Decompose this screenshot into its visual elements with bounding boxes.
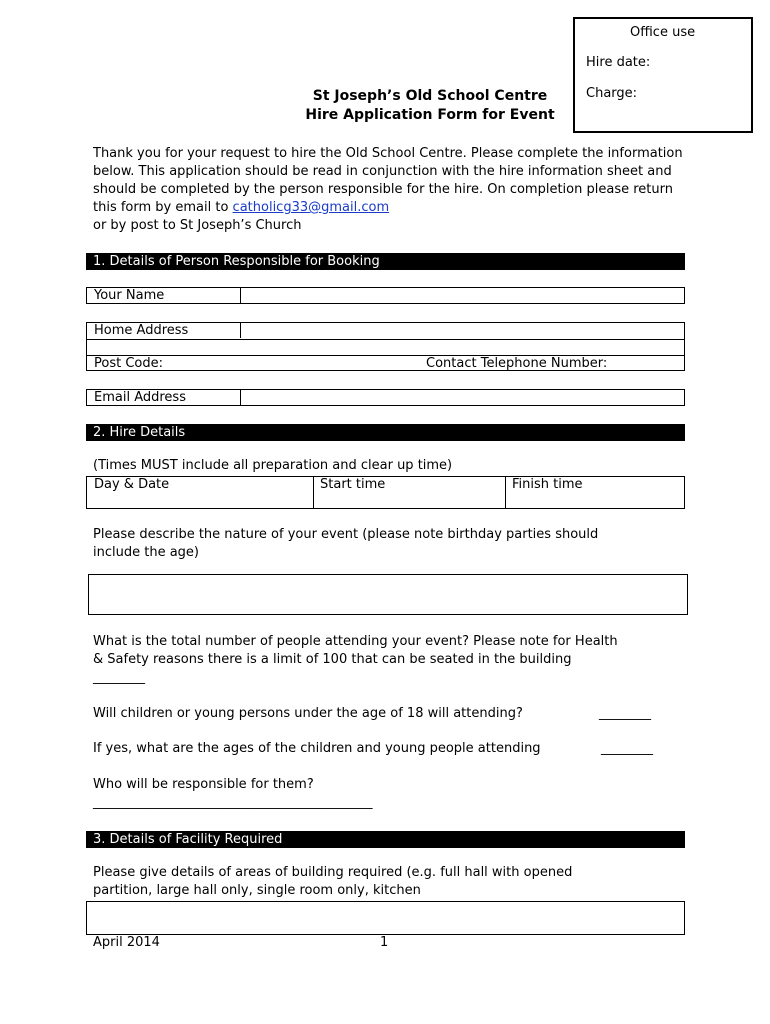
charge-label: Charge: [586, 86, 638, 101]
home-address-field[interactable] [241, 323, 684, 339]
email-address-label: Email Address [94, 390, 186, 405]
cell-divider [505, 477, 506, 508]
facility-prompt-line-2: partition, large hall only, single room only, kitchen [93, 883, 421, 898]
your-name-field[interactable] [241, 288, 684, 303]
section-3-heading: 3. Details of Facility Required [86, 831, 685, 848]
facility-details-field[interactable] [86, 901, 685, 935]
children-blank[interactable]: ________ [599, 706, 651, 721]
section-2-heading: 2. Hire Details [86, 424, 685, 441]
your-name-label: Your Name [94, 288, 165, 303]
children-prompt: Will children or young persons under the age of 18 will attending? [93, 706, 523, 721]
times-note: (Times MUST include all preparation and clear up time) [93, 458, 453, 473]
address-block [86, 322, 685, 371]
ages-blank[interactable]: ________ [601, 741, 653, 756]
responsible-prompt: Who will be responsible for them? [93, 777, 314, 792]
intro-text-end: or by post to St Joseph’s Church [93, 218, 302, 233]
page-title: St Joseph’s Old School Centre [312, 88, 548, 104]
cell-divider [313, 477, 314, 508]
office-use-heading: Office use [630, 25, 696, 40]
total-people-prompt-line-1: What is the total number of people attending your event? Please note for Health [93, 634, 618, 649]
your-name-row [86, 287, 685, 304]
ages-prompt: If yes, what are the ages of the children and young people attending [93, 741, 541, 756]
total-people-prompt-line-2: & Safety reasons there is a limit of 100 that can be seated in the building [93, 652, 572, 667]
contact-email-link[interactable]: catholicg33@gmail.com [232, 200, 390, 215]
hire-date-label: Hire date: [586, 55, 651, 70]
hire-times-table [86, 476, 685, 509]
footer-date: April 2014 [93, 935, 160, 950]
home-address-field-line-2[interactable] [87, 340, 684, 355]
home-address-label: Home Address [94, 323, 189, 338]
page-subtitle: Hire Application Form for Event [305, 107, 555, 123]
facility-prompt-line-1: Please give details of areas of building required (e.g. full hall with opened [93, 865, 573, 880]
day-date-label: Day & Date [94, 477, 170, 492]
contact-phone-label: Contact Telephone Number: [426, 356, 608, 371]
finish-time-label: Finish time [512, 477, 583, 492]
total-people-blank[interactable]: ________ [93, 670, 145, 685]
responsible-blank[interactable]: ___________________________________________ [93, 795, 373, 810]
intro-text: Thank you for your request to hire the Old School Centre. Please complete the information below. This application should be read in conjunction with the hire information sheet and should be completed by the person responsible for the hire. On completion please return this form by email to [93, 146, 683, 215]
describe-prompt-line-2: include the age) [93, 545, 199, 560]
email-address-field[interactable] [241, 390, 684, 405]
section-1-heading: 1. Details of Person Responsible for Booking [86, 253, 685, 270]
page-number: 1 [380, 935, 389, 950]
start-time-label: Start time [320, 477, 386, 492]
email-row [86, 389, 685, 406]
describe-prompt-line-1: Please describe the nature of your event (please note birthday parties should [93, 527, 599, 542]
post-code-label: Post Code: [94, 356, 163, 371]
event-description-field[interactable] [88, 574, 688, 615]
intro-paragraph [93, 145, 693, 235]
